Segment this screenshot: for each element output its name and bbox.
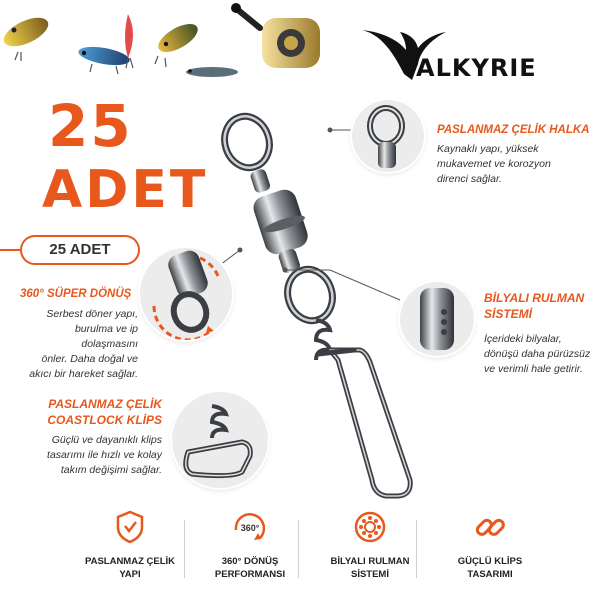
bearing-detail-image [400, 282, 474, 356]
link-icon [473, 510, 507, 544]
ring-detail-image [352, 100, 424, 172]
feature-bearing [300, 510, 440, 581]
ring-title: PASLANMAZ ÇELİK HALKA [437, 124, 590, 136]
feature-stainless [60, 510, 200, 581]
ring-description: Kaynaklı yapı, yüksek mukavemet ve korozyon direnci sağlar. [437, 143, 551, 185]
swivel-title: 360° SÜPER DÖNÜŞ [20, 288, 132, 300]
clip-detail-image [172, 392, 268, 488]
bearing-closeup-icon [400, 282, 474, 356]
feature-divider [298, 520, 299, 578]
quantity-number: 25 [48, 92, 133, 160]
feature-clip [420, 510, 560, 581]
feature-bearing-label: BİLYALI RULMAN SİSTEMİ [330, 556, 410, 580]
clip-title: PASLANMAZ ÇELİK COASTLOCK KLİPS [47, 397, 162, 427]
quantity-badge: 25 ADET [20, 235, 140, 265]
swivel-description: Serbest döner yapı, burulma ve ip dolaşmasını önler. Daha doğal ve akıcı bir hareket sağlar. [29, 308, 138, 380]
shield-icon [115, 510, 145, 544]
quantity-word: ADET [42, 160, 209, 220]
feature-rotation-label: 360° DÖNÜŞ PERFORMANSI [214, 556, 286, 580]
feature-stainless-label: PASLANMAZ ÇELİK YAPI [84, 556, 176, 580]
feature-divider [416, 520, 417, 578]
clip-closeup-icon [172, 392, 268, 488]
rotation-icon [230, 510, 270, 544]
bearing-icon [353, 510, 387, 544]
swivel-detail-image [140, 248, 232, 340]
clip-description: Güçlü ve dayanıklı klips tasarımı ile hızlı ve kolay takım değişimi sağlar. [47, 434, 162, 476]
swivel-closeup-icon [140, 248, 232, 340]
feature-clip-label: GÜÇLÜ KLİPS TASARIMI [457, 556, 523, 580]
bearing-description: İçerideki bilyalar, dönüşü daha pürüzsüz ve verimli hale getirir. [484, 333, 591, 375]
ring-closeup-icon [352, 100, 424, 172]
brand-name: ALKYRIE [416, 54, 537, 82]
bearing-title: BİLYALI RULMAN SİSTEMİ [484, 291, 585, 321]
feature-rotation [180, 510, 320, 581]
rotation-badge-text: 360° [240, 523, 260, 533]
